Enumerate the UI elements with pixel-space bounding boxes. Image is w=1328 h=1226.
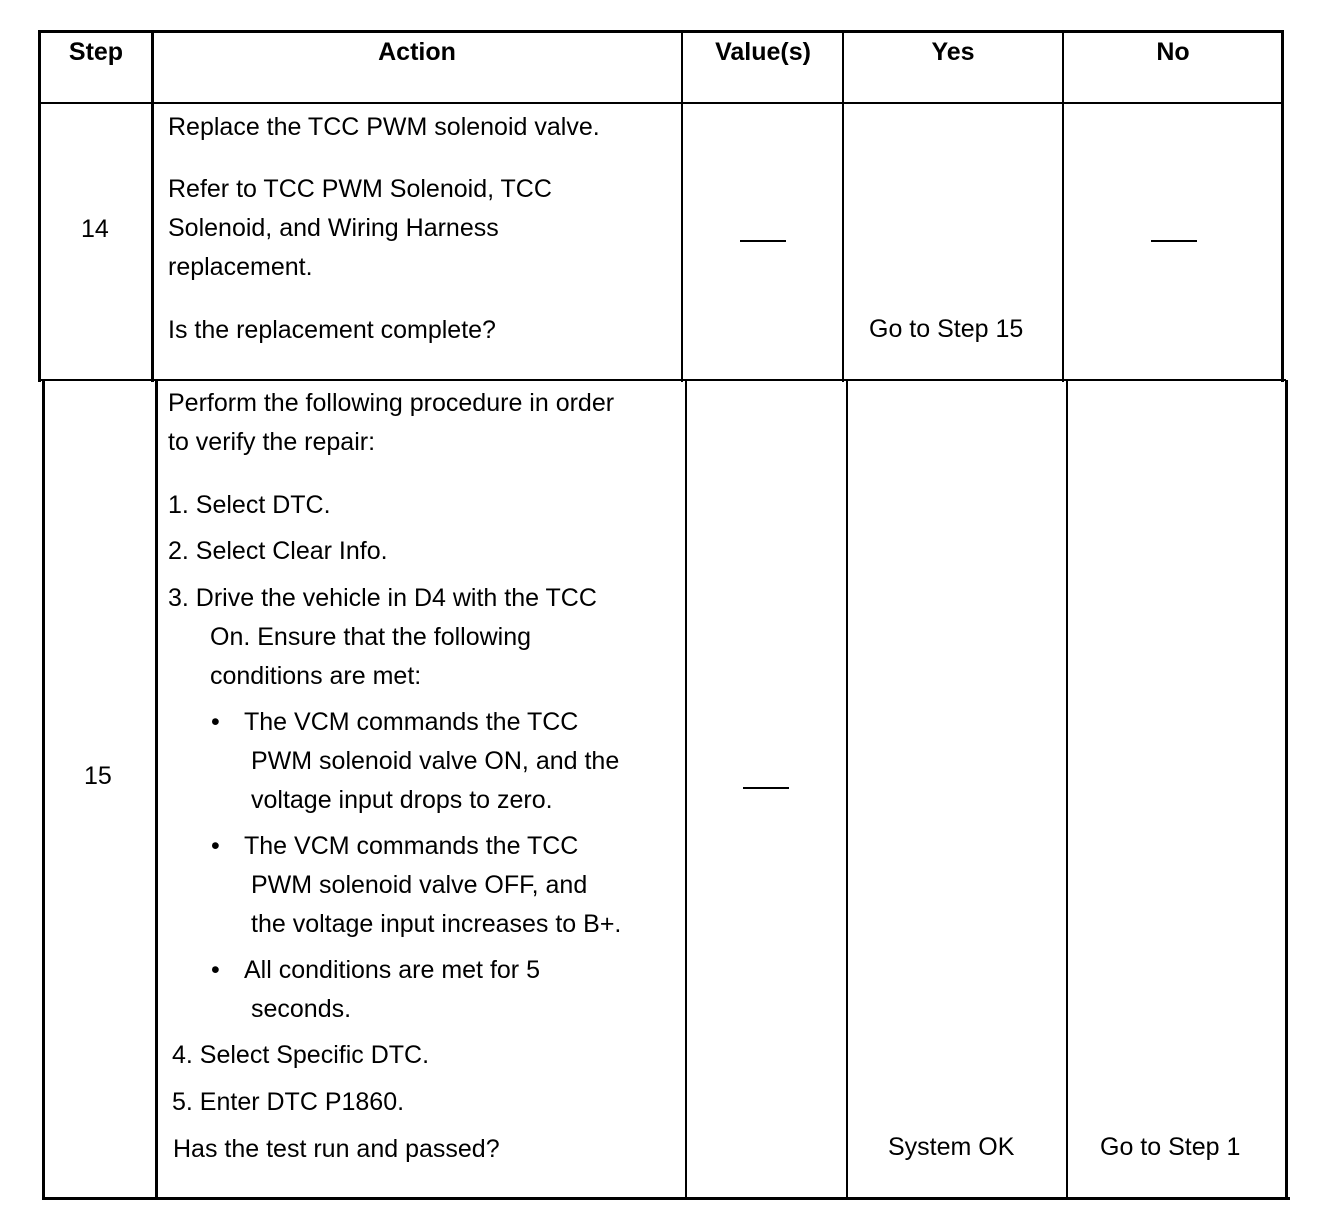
header-no: No (1156, 38, 1190, 66)
bullet-item: The VCM commands the TCC (244, 708, 579, 736)
yes-result: System OK (888, 1133, 1015, 1161)
col-divider-action-value-lower (685, 380, 687, 1200)
col-divider-action-value (681, 30, 683, 382)
action-question: Is the replacement complete? (168, 316, 496, 344)
list-item: conditions are met: (210, 662, 422, 690)
action-text: replacement. (168, 253, 313, 281)
list-item: On. Ensure that the following (210, 623, 532, 651)
bullet-glyph: • (211, 708, 220, 736)
table-bottom-border (44, 1197, 1290, 1200)
list-item: 4. Select Specific DTC. (172, 1041, 430, 1069)
action-text: Solenoid, and Wiring Harness (168, 214, 499, 242)
col-divider-value-yes (842, 30, 844, 382)
no-result: Go to Step 1 (1100, 1133, 1241, 1161)
list-item: 5. Enter DTC P1860. (172, 1088, 405, 1116)
col-divider-yes-no (1062, 30, 1064, 382)
col-divider-step-action (151, 30, 154, 382)
step-number: 14 (81, 215, 109, 243)
header-action: Action (378, 38, 456, 66)
value-dash (740, 240, 786, 242)
no-dash (1151, 240, 1197, 242)
table-right-border-lower (1285, 380, 1288, 1200)
step-number: 15 (84, 762, 112, 790)
bullet-item: The VCM commands the TCC (244, 832, 579, 860)
table-left-border-lower (42, 380, 45, 1200)
table-left-border (38, 30, 41, 382)
yes-result: Go to Step 15 (869, 315, 1024, 343)
bullet-item: the voltage input increases to B+. (251, 910, 622, 938)
col-divider-step-action-lower (155, 380, 158, 1200)
col-divider-yes-no-lower (1066, 380, 1068, 1200)
action-text: to verify the repair: (168, 428, 376, 456)
action-text: Replace the TCC PWM solenoid valve. (168, 113, 600, 141)
col-divider-value-yes-lower (846, 380, 848, 1200)
bullet-item: PWM solenoid valve OFF, and (251, 871, 588, 899)
row-14-bottom-border (40, 379, 1286, 381)
bullet-item: All conditions are met for 5 (244, 956, 540, 984)
header-values: Value(s) (715, 38, 811, 66)
list-item: 1. Select DTC. (168, 491, 331, 519)
bullet-item: seconds. (251, 995, 352, 1023)
list-item: 2. Select Clear Info. (168, 537, 388, 565)
table-top-border (38, 30, 1284, 33)
bullet-glyph: • (211, 956, 220, 984)
action-question: Has the test run and passed? (173, 1135, 500, 1163)
value-dash (743, 787, 789, 789)
table-right-border (1281, 30, 1284, 382)
action-text: Refer to TCC PWM Solenoid, TCC (168, 175, 552, 203)
bullet-item: voltage input drops to zero. (251, 786, 553, 814)
list-item: 3. Drive the vehicle in D4 with the TCC (168, 584, 597, 612)
header-yes: Yes (931, 38, 975, 66)
header-step: Step (68, 38, 124, 66)
bullet-glyph: • (211, 832, 220, 860)
action-text: Perform the following procedure in order (168, 389, 615, 417)
bullet-item: PWM solenoid valve ON, and the (251, 747, 620, 775)
header-bottom-border (38, 102, 1284, 104)
